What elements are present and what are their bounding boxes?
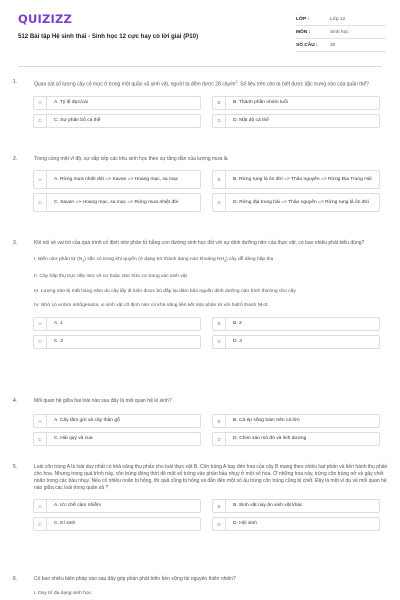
- quizizz-logo: QUIZIZZ: [18, 12, 73, 26]
- option-d[interactable]: [212, 114, 380, 128]
- meta-value: 30: [330, 42, 336, 48]
- question-3: [13, 240, 388, 349]
- option-a[interactable]: [33, 414, 201, 428]
- question-4: [13, 398, 388, 446]
- option-letter: B: [213, 171, 226, 188]
- question-number: 1.: [13, 79, 18, 85]
- meta-value: Lớp 12: [330, 16, 346, 22]
- option-text: A. 1: [54, 320, 63, 326]
- question-text: Có bao nhiêu biện pháp nào sau đây góp phần phát triển bền vững tài nguyên thiên nhiên?: [34, 576, 236, 582]
- question-text: Khi nói về vai trò của quá trình cố định nitơ phân tử bằng con đường sinh học đối với sự dinh dưỡng nitơ của thực vật, có bao nhiêu phát biểu đúng?: [34, 240, 365, 246]
- option-d[interactable]: [212, 193, 380, 212]
- question-number: 5.: [13, 464, 18, 470]
- statement-1: I. Biến nitơ phân tử $(N_2)$ sẵn có trong khí quyển (ở dạng trơ thành dạng nitơ khoáng $NH_3$) cây dễ dàng hấp thụ: [34, 257, 274, 263]
- option-letter: B: [213, 318, 226, 330]
- option-text: A. Rừng mưa nhiệt đới => Savan => Hoang mạc, sa mạc: [54, 176, 179, 182]
- option-d[interactable]: [212, 517, 380, 531]
- question-number: 6.: [13, 576, 18, 582]
- question-text: Loài côn trùng A là loài duy nhất có khả năng thụ phấn cho loài thực vật B. Côn trùng A bay đến hoa của cây B mang theo nhiều hạt phấn và tiến hành thụ phấn cho hoa. Nhưng trong quá trình này, côn trùng đồng thời đẻ một số trứng vào phần bầu nhụy ở một số hoa. Ở những hoa này, trứng côn trùng nở và gây chết noãn trong các bầu nhụy. Nếu có nhiều noãn bị hỏng, thì quả cũng bị hỏng và dẫn đến một số ấu trùng côn trùng cũng bị chết. Đây là một ví dụ về mối quan hệ nào giữa các loài trong quần xã ?: [34, 464, 388, 491]
- option-c[interactable]: [33, 114, 201, 128]
- option-letter: A: [34, 97, 47, 109]
- meta-label: MÔN :: [296, 29, 311, 35]
- option-letter: C: [34, 518, 47, 530]
- option-letter: A: [34, 415, 47, 427]
- option-text: A. Cây tầm gửi và cây thân gỗ: [54, 418, 120, 423]
- option-b[interactable]: [212, 96, 380, 110]
- meta-row-subject: [296, 26, 386, 39]
- statement-1: I. Duy trì đa dạng sinh học.: [34, 591, 93, 596]
- question-5: [13, 464, 388, 531]
- option-letter: C: [34, 115, 47, 127]
- meta-label: LỚP :: [296, 16, 310, 22]
- option-letter: C: [34, 336, 47, 348]
- answer-options: [33, 170, 388, 212]
- option-text: D. Mật độ cá thể: [233, 117, 269, 123]
- option-text: C. Kí sinh: [54, 521, 76, 526]
- meta-value: Sinh học: [330, 29, 349, 35]
- option-a[interactable]: [33, 96, 201, 110]
- option-c[interactable]: [33, 335, 201, 349]
- option-text: D. 4: [233, 338, 242, 344]
- option-c[interactable]: [33, 432, 201, 446]
- option-letter: C: [34, 433, 47, 445]
- statement-3: III. Lượng nitơ bị mất hàng năm do cây lấy đi luôn được bù đắp lại đảm bảo nguồn dinh dưỡng nitơ bình thường cho cây: [34, 288, 296, 294]
- option-text: D. Rừng địa trung hải => Thảo nguyên => Rừng rụng lá ôn đới: [233, 199, 369, 205]
- question-number: 4.: [13, 398, 18, 404]
- meta-table: [296, 13, 386, 52]
- question-number: 2.: [13, 156, 18, 162]
- answer-options: [33, 499, 388, 531]
- option-text: A. Ức chế cảm nhiễm: [54, 503, 102, 508]
- option-letter: D: [213, 115, 226, 127]
- option-b[interactable]: [212, 170, 380, 189]
- option-letter: A: [34, 500, 47, 512]
- question-6: [13, 576, 388, 597]
- document-title: 512 Bài tập Hệ sinh thái - Sinh học 12 cực hay có lời giải (P10): [18, 33, 199, 40]
- option-text: B. 2: [233, 320, 242, 326]
- option-text: C. 3: [54, 338, 63, 344]
- question-2: [13, 156, 388, 212]
- option-letter: B: [213, 500, 226, 512]
- option-text: B. Thành phần nhóm tuổi: [233, 99, 288, 105]
- question-text: Quan sát số lượng cây cỏ mực ở trong một quần xã sinh vật, người ta đếm được 28 cây/$m^2$. Số liệu trên cho ta biết được đặc trưng nào của quần thể?: [34, 80, 369, 88]
- option-text: C. Sự phân bố cá thể: [54, 117, 101, 123]
- option-letter: A: [34, 318, 47, 330]
- option-letter: D: [213, 518, 226, 530]
- option-letter: B: [213, 415, 226, 427]
- meta-row-count: [296, 39, 386, 52]
- option-text: C. Hải quỳ và cua: [54, 436, 93, 441]
- option-text: B. Rừng rụng lá ôn đới => Thảo nguyên => Rừng Địa Trung Hải: [233, 176, 372, 182]
- option-a[interactable]: [33, 170, 201, 189]
- statement-2: II. Cây hấp thụ trực tiếp nitơ vô cơ hoặc nitơ hữu cơ trong xác sinh vật: [34, 273, 187, 279]
- option-d[interactable]: [212, 335, 380, 349]
- header-divider: [18, 66, 382, 67]
- option-letter: D: [213, 433, 226, 445]
- option-text: C. Savan => Hoang mạc, sa mạc => Rừng mưa nhiệt đới: [54, 199, 179, 205]
- option-b[interactable]: [212, 414, 380, 428]
- question-1: [13, 79, 388, 128]
- answer-options: [33, 96, 388, 128]
- option-a[interactable]: [33, 317, 201, 331]
- option-a[interactable]: [33, 499, 201, 513]
- question-text: Trong cùng một vĩ độ, sự sắp xếp các khu sinh học theo sự tăng dần của lượng mưa là: [34, 156, 228, 162]
- option-c[interactable]: [33, 193, 201, 212]
- option-b[interactable]: [212, 317, 380, 331]
- meta-label: SỐ CÂU :: [296, 42, 318, 48]
- option-b[interactable]: [212, 499, 380, 513]
- option-d[interactable]: [212, 432, 380, 446]
- answer-options: [33, 414, 388, 446]
- answer-options: [33, 317, 388, 349]
- option-letter: D: [213, 194, 226, 211]
- option-text: D. Hội sinh: [233, 521, 257, 526]
- meta-row-grade: [296, 13, 386, 26]
- option-text: A. Tỷ lệ đực/cái: [54, 99, 88, 105]
- option-text: B. Cá ép sống bám trên cá lớn: [233, 418, 300, 423]
- statement-4: IV. Nhờ có enzim nitrôgenaza, vi sinh vật cố định nitơ có khả năng liên kết nitơ phân tử với hidrô thành NH3: [34, 302, 268, 308]
- option-letter: C: [34, 194, 47, 211]
- option-text: D. Chim sáo mỏ đỏ và linh dương: [233, 436, 307, 441]
- option-text: B. Sinh vật này ăn sinh vật khác: [233, 503, 303, 508]
- option-c[interactable]: [33, 517, 201, 531]
- option-letter: A: [34, 171, 47, 188]
- option-letter: B: [213, 97, 226, 109]
- option-letter: D: [213, 336, 226, 348]
- question-text: Mối quan hệ giữa hai loài nào sau đây là mối quan hệ kí sinh?: [34, 398, 172, 404]
- document-header: [0, 0, 400, 62]
- question-number: 3.: [13, 240, 18, 246]
